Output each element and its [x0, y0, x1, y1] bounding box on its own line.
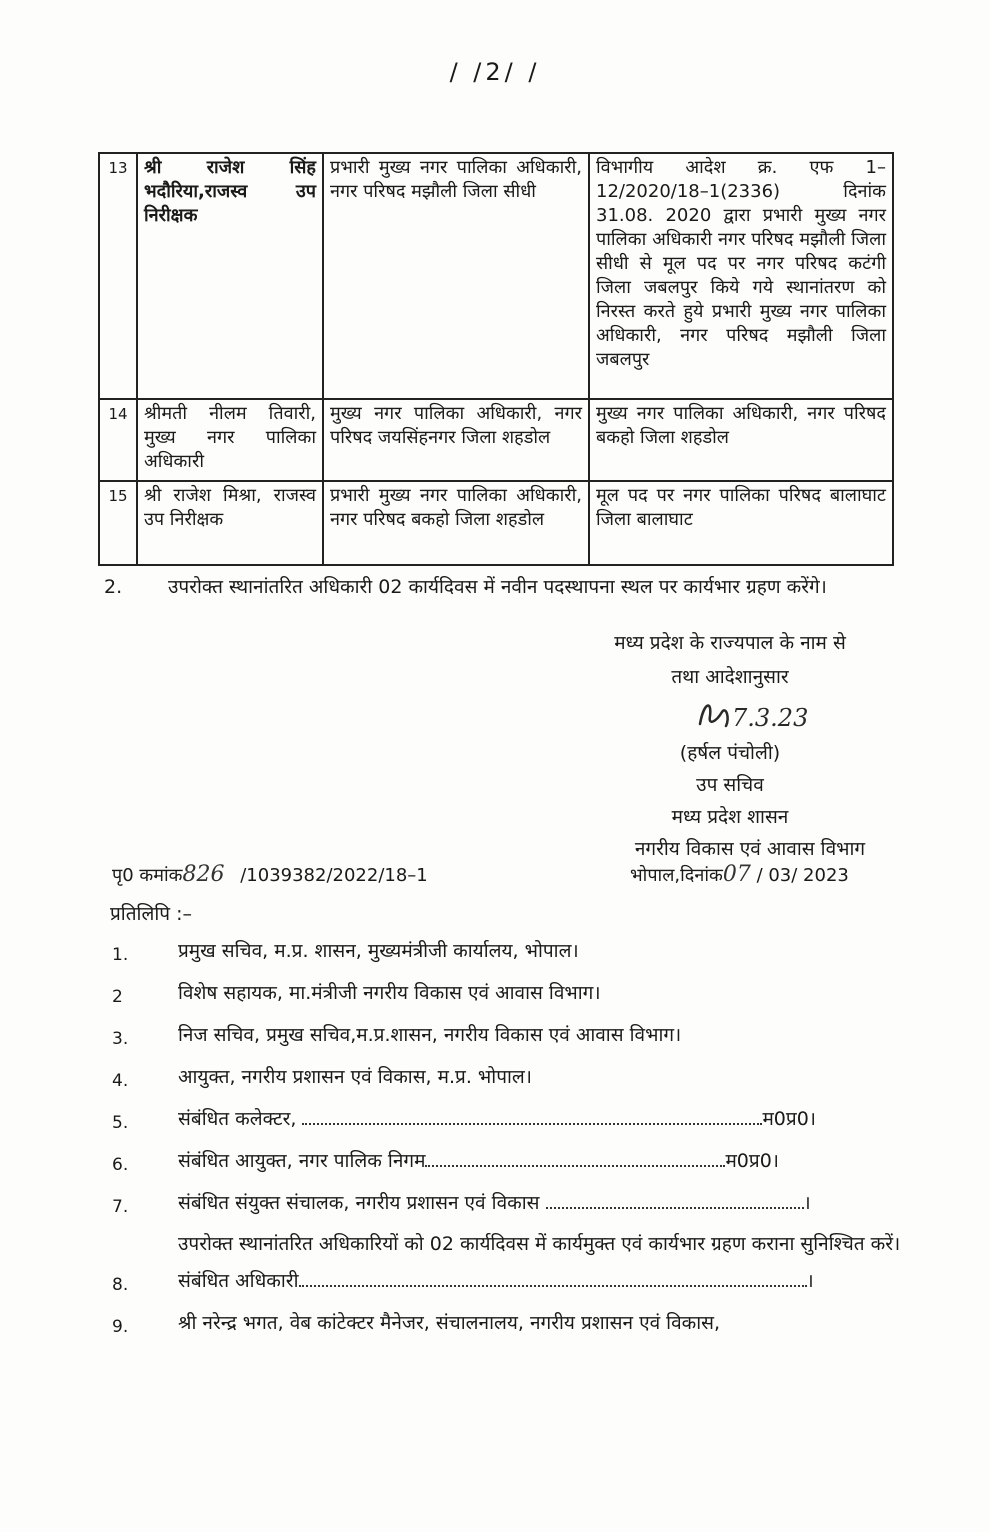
signature-mark	[692, 696, 822, 736]
item-text	[178, 1100, 922, 1142]
serial-number: 15	[99, 481, 137, 565]
item-text-main: संबंधित संयुक्त संचालक, नगरीय प्रशासन एवं विकास	[178, 1192, 540, 1214]
list-item	[112, 1184, 922, 1226]
transfer-table	[98, 152, 894, 566]
officer-name: श्रीमती नीलम तिवारी, मुख्य नगर पालिका अधिकारी	[137, 399, 323, 481]
fill-in-blank	[425, 1147, 725, 1167]
place-date-prefix: भोपाल,दिनांक	[630, 865, 723, 886]
signature-authority-line-1: मध्य प्रदेश के राज्यपाल के नाम से	[614, 632, 846, 654]
list-item	[112, 1304, 922, 1346]
copy-list	[112, 932, 922, 1346]
current-posting: प्रभारी मुख्य नगर पालिका अधिकारी, नगर परिषद बकहो जिला शहडोल	[323, 481, 589, 565]
item-text: आयुक्त, नगरीय प्रशासन एवं विकास, म.प्र. भोपाल।	[178, 1066, 533, 1088]
item-text-main: संबंधित अधिकारी	[178, 1270, 299, 1292]
item-number: 4.	[112, 1071, 129, 1091]
item-text: विशेष सहायक, मा.मंत्रीजी नगरीय विकास एवं आवास विभाग।	[178, 982, 601, 1004]
item-tail: ।	[803, 1192, 811, 1214]
fill-in-blank	[546, 1189, 804, 1209]
table-row	[99, 481, 893, 565]
copy-7-continuation: उपरोक्त स्थानांतरित अधिकारियों को 02 कार्यदिवस में कार्यमुक्त एवं कार्यभार ग्रहण कराना सुनिश्चित करें।	[178, 1233, 901, 1255]
list-item	[112, 1100, 922, 1142]
item-text: प्रमुख सचिव, म.प्र. शासन, मुख्यमंत्रीजी कार्यालय, भोपाल।	[178, 940, 579, 962]
reference-handwritten-number: 826	[182, 862, 225, 887]
paragraph-text: उपरोक्त स्थानांतरित अधिकारी 02 कार्यदिवस में नवीन पदस्थापना स्थल पर कार्यभार ग्रहण करेंगे।	[168, 576, 827, 598]
new-posting: विभागीय आदेश क्र. एफ 1–12/2020/18–1(2336) दिनांक 31.08. 2020 द्वारा प्रभारी मुख्य नगर पालिका अधिकारी नगर परिषद मझौली जिला सीधी से मूल पद पर नगर परिषद कटंगी जिला जबलपुर किये गये स्थानांतरण को निरस्त करते हुये प्रभारी मुख्य नगर पालिका अधिकारी, नगर परिषद मझौली जिला जबलपुर	[589, 153, 893, 399]
signatory-department: नगरीय विकास एवं आवास विभाग	[634, 838, 866, 860]
item-text: निज सचिव, प्रमुख सचिव,म.प्र.शासन, नगरीय विकास एवं आवास विभाग।	[178, 1024, 682, 1046]
fill-in-blank	[302, 1105, 762, 1125]
signatory-name: (हर्षल पंचोली)	[679, 742, 781, 764]
signature-authority-line-2: तथा आदेशानुसार	[671, 666, 789, 688]
handwritten-day: 07	[722, 862, 751, 887]
copy-heading: प्रतिलिपि :–	[110, 903, 193, 925]
place-date	[630, 862, 849, 887]
signatory-government: मध्य प्रदेश शासन	[671, 806, 789, 828]
item-text-main: संबंधित कलेक्टर,	[178, 1108, 297, 1130]
fill-in-blank	[299, 1267, 807, 1287]
list-item	[112, 1142, 922, 1184]
signature-date: 7.3.23	[732, 704, 809, 732]
table-row	[99, 399, 893, 481]
list-item	[112, 1016, 922, 1058]
page-number: / /2/ /	[449, 58, 541, 86]
list-item	[112, 932, 922, 974]
reference-prefix: पृ0 कमांक	[112, 865, 183, 886]
list-item	[112, 1262, 922, 1304]
item-tail: म0प्र0।	[762, 1108, 816, 1130]
date-suffix: / 03/ 2023	[756, 865, 849, 886]
signatory-designation: उप सचिव	[696, 774, 764, 796]
new-posting: मुख्य नगर पालिका अधिकारी, नगर परिषद बकहो जिला शहडोल	[589, 399, 893, 481]
serial-number: 14	[99, 399, 137, 481]
officer-name: श्री राजेश मिश्रा, राजस्व उप निरीक्षक	[137, 481, 323, 565]
item-number: 5.	[112, 1113, 129, 1133]
list-item	[112, 1058, 922, 1100]
serial-number: 13	[99, 153, 137, 399]
item-tail: ।	[806, 1270, 814, 1292]
paragraph-2	[104, 572, 894, 602]
item-number: 7.	[112, 1197, 129, 1217]
officer-name: श्री राजेश सिंह भदौरिया,राजस्व उप निरीक्षक	[137, 153, 323, 399]
reference-number	[112, 862, 428, 887]
item-text	[178, 1262, 922, 1304]
item-text	[178, 1142, 922, 1184]
current-posting: मुख्य नगर पालिका अधिकारी, नगर परिषद जयसिंहनगर जिला शहडोल	[323, 399, 589, 481]
item-number: 6.	[112, 1155, 129, 1175]
reference-suffix: /1039382/2022/18–1	[240, 865, 428, 886]
item-tail: म0प्र0।	[725, 1150, 779, 1172]
item-number: 2	[112, 987, 123, 1007]
item-number: 1.	[112, 945, 129, 965]
item-number: 8.	[112, 1275, 129, 1295]
item-text	[178, 1184, 922, 1226]
list-item	[112, 974, 922, 1016]
item-text-main: संबंधित आयुक्त, नगर पालिक निगम	[178, 1150, 426, 1172]
item-number: 3.	[112, 1029, 129, 1049]
new-posting: मूल पद पर नगर पालिका परिषद बालाघाट जिला बालाघाट	[589, 481, 893, 565]
paragraph-number: 2.	[104, 576, 123, 598]
current-posting: प्रभारी मुख्य नगर पालिका अधिकारी, नगर परिषद मझौली जिला सीधी	[323, 153, 589, 399]
item-number: 9.	[112, 1317, 129, 1337]
item-text: श्री नरेन्द्र भगत, वेब कांटेक्टर मैनेजर, संचालनालय, नगरीय प्रशासन एवं विकास,	[178, 1312, 721, 1334]
table-row	[99, 153, 893, 399]
